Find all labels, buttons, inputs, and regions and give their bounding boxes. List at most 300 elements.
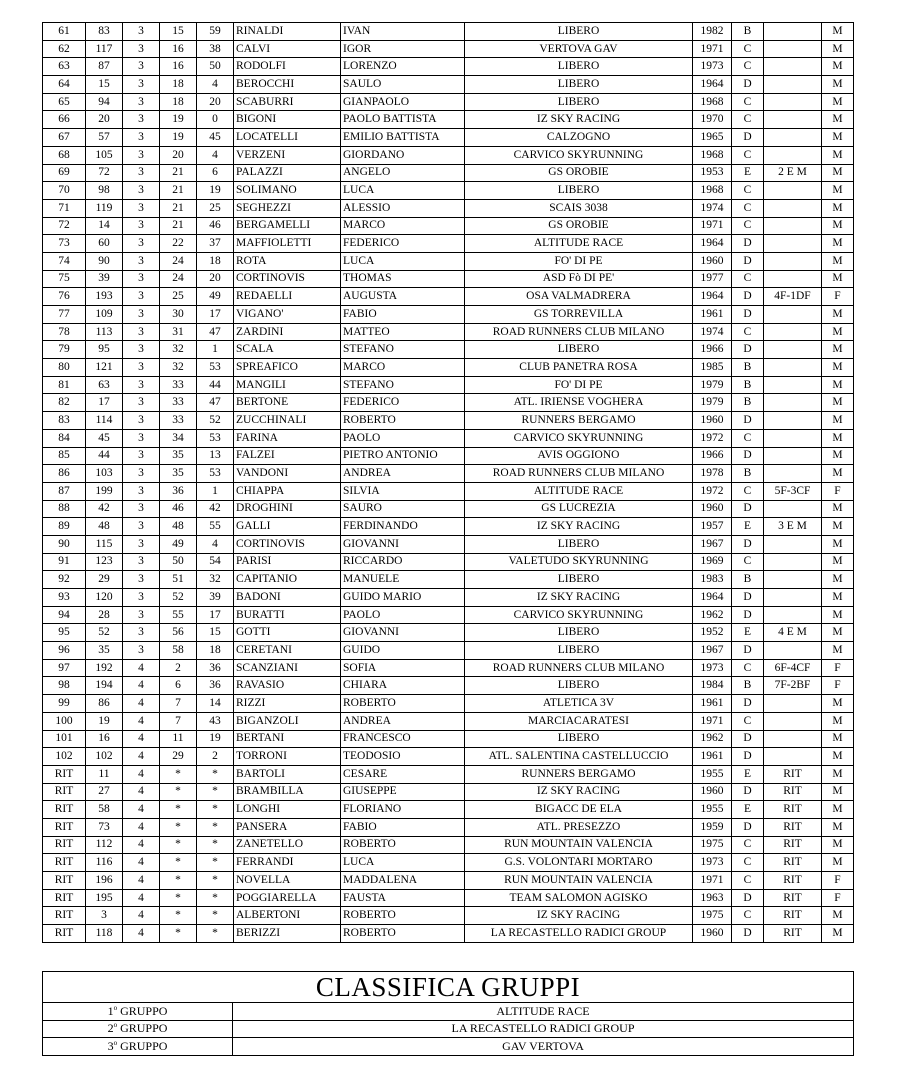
bib-cell: 192 — [86, 659, 123, 677]
position-cell: 98 — [43, 677, 86, 695]
team-cell: SCAIS 3038 — [465, 199, 693, 217]
position-cell: RIT — [43, 889, 86, 907]
surname-cell: POGGIARELLA — [234, 889, 341, 907]
position-cell: 65 — [43, 93, 86, 111]
position-cell: RIT — [43, 925, 86, 943]
category-rank-cell: 5F-3CF — [764, 482, 822, 500]
first-name-cell: ROBERTO — [341, 695, 465, 713]
seconds-cell: 20 — [197, 270, 234, 288]
seconds-cell: * — [197, 889, 234, 907]
bib-cell: 73 — [86, 818, 123, 836]
bib-cell: 20 — [86, 111, 123, 129]
category-rank-cell: 6F-4CF — [764, 659, 822, 677]
minutes-cell: 33 — [160, 376, 197, 394]
surname-cell: NOVELLA — [234, 872, 341, 890]
team-cell: RUN MOUNTAIN VALENCIA — [465, 836, 693, 854]
birth-year-cell: 1961 — [693, 695, 732, 713]
bib-cell: 95 — [86, 341, 123, 359]
hours-cell: 3 — [123, 571, 160, 589]
minutes-cell: 19 — [160, 111, 197, 129]
position-cell: 62 — [43, 40, 86, 58]
minutes-cell: 29 — [160, 748, 197, 766]
hours-cell: 3 — [123, 624, 160, 642]
bib-cell: 103 — [86, 465, 123, 483]
bib-cell: 29 — [86, 571, 123, 589]
surname-cell: BERGAMELLI — [234, 217, 341, 235]
bib-cell: 14 — [86, 217, 123, 235]
first-name-cell: LUCA — [341, 854, 465, 872]
birth-year-cell: 1971 — [693, 872, 732, 890]
category-cell: D — [732, 535, 764, 553]
first-name-cell: SAULO — [341, 76, 465, 94]
hours-cell: 3 — [123, 553, 160, 571]
group-position-cell — [43, 1038, 233, 1056]
birth-year-cell: 1964 — [693, 76, 732, 94]
category-rank-cell — [764, 111, 822, 129]
sex-cell: M — [822, 518, 854, 536]
position-cell: 69 — [43, 164, 86, 182]
birth-year-cell: 1960 — [693, 500, 732, 518]
seconds-cell: 49 — [197, 288, 234, 306]
bib-cell: 196 — [86, 872, 123, 890]
category-rank-cell — [764, 341, 822, 359]
position-cell: RIT — [43, 818, 86, 836]
team-cell: IZ SKY RACING — [465, 111, 693, 129]
team-cell: RUNNERS BERGAMO — [465, 412, 693, 430]
table-row — [43, 606, 854, 624]
team-cell: ALTITUDE RACE — [465, 482, 693, 500]
minutes-cell: * — [160, 854, 197, 872]
group-row — [43, 1038, 854, 1056]
position-cell: 63 — [43, 58, 86, 76]
category-cell: C — [732, 111, 764, 129]
team-cell: VERTOVA GAV — [465, 40, 693, 58]
team-cell: IZ SKY RACING — [465, 518, 693, 536]
seconds-cell: * — [197, 818, 234, 836]
team-cell: RUNNERS BERGAMO — [465, 765, 693, 783]
birth-year-cell: 1975 — [693, 836, 732, 854]
sex-cell: M — [822, 270, 854, 288]
category-rank-cell — [764, 23, 822, 41]
minutes-cell: 16 — [160, 40, 197, 58]
bib-cell: 58 — [86, 801, 123, 819]
minutes-cell: 32 — [160, 341, 197, 359]
team-cell: LIBERO — [465, 535, 693, 553]
category-cell: D — [732, 606, 764, 624]
birth-year-cell: 1984 — [693, 677, 732, 695]
minutes-cell: 56 — [160, 624, 197, 642]
surname-cell: PARISI — [234, 553, 341, 571]
seconds-cell: 15 — [197, 624, 234, 642]
category-cell: D — [732, 235, 764, 253]
position-cell: 102 — [43, 748, 86, 766]
table-row — [43, 23, 854, 41]
minutes-cell: 21 — [160, 199, 197, 217]
bib-cell: 39 — [86, 270, 123, 288]
category-rank-cell — [764, 40, 822, 58]
bib-cell: 120 — [86, 589, 123, 607]
seconds-cell: 4 — [197, 76, 234, 94]
first-name-cell: TEODOSIO — [341, 748, 465, 766]
sex-cell: F — [822, 288, 854, 306]
position-cell: 97 — [43, 659, 86, 677]
minutes-cell: 7 — [160, 695, 197, 713]
birth-year-cell: 1973 — [693, 58, 732, 76]
birth-year-cell: 1968 — [693, 93, 732, 111]
first-name-cell: LUCA — [341, 182, 465, 200]
minutes-cell: 19 — [160, 129, 197, 147]
sex-cell: M — [822, 818, 854, 836]
first-name-cell: ROBERTO — [341, 925, 465, 943]
birth-year-cell: 1959 — [693, 818, 732, 836]
bib-cell: 193 — [86, 288, 123, 306]
team-cell: LIBERO — [465, 76, 693, 94]
hours-cell: 3 — [123, 93, 160, 111]
bib-cell: 199 — [86, 482, 123, 500]
birth-year-cell: 1978 — [693, 465, 732, 483]
first-name-cell: PAOLO BATTISTA — [341, 111, 465, 129]
position-cell: 100 — [43, 712, 86, 730]
category-cell: D — [732, 642, 764, 660]
surname-cell: BIGONI — [234, 111, 341, 129]
category-rank-cell — [764, 712, 822, 730]
bib-cell: 102 — [86, 748, 123, 766]
hours-cell: 3 — [123, 252, 160, 270]
minutes-cell: * — [160, 872, 197, 890]
position-cell: 64 — [43, 76, 86, 94]
category-rank-cell: RIT — [764, 889, 822, 907]
seconds-cell: 1 — [197, 341, 234, 359]
birth-year-cell: 1970 — [693, 111, 732, 129]
table-row — [43, 323, 854, 341]
seconds-cell: 38 — [197, 40, 234, 58]
first-name-cell: ALESSIO — [341, 199, 465, 217]
category-rank-cell — [764, 217, 822, 235]
surname-cell: FERRANDI — [234, 854, 341, 872]
birth-year-cell: 1965 — [693, 129, 732, 147]
bib-cell: 87 — [86, 58, 123, 76]
group-team-cell: GAV VERTOVA — [233, 1038, 854, 1056]
seconds-cell: 25 — [197, 199, 234, 217]
surname-cell: CERETANI — [234, 642, 341, 660]
table-row — [43, 818, 854, 836]
category-cell: B — [732, 394, 764, 412]
sex-cell: M — [822, 748, 854, 766]
table-row — [43, 695, 854, 713]
sex-cell: F — [822, 872, 854, 890]
group-row — [43, 1020, 854, 1038]
position-cell: 68 — [43, 146, 86, 164]
team-cell: FO' DI PE — [465, 376, 693, 394]
sex-cell: M — [822, 58, 854, 76]
hours-cell: 3 — [123, 76, 160, 94]
category-cell: E — [732, 624, 764, 642]
table-row — [43, 642, 854, 660]
category-cell: D — [732, 889, 764, 907]
sex-cell: M — [822, 553, 854, 571]
minutes-cell: 33 — [160, 394, 197, 412]
table-row — [43, 748, 854, 766]
sex-cell: M — [822, 606, 854, 624]
team-cell: OSA VALMADRERA — [465, 288, 693, 306]
team-cell: MARCIACARATESI — [465, 712, 693, 730]
first-name-cell: AUGUSTA — [341, 288, 465, 306]
category-cell: C — [732, 429, 764, 447]
team-cell: IZ SKY RACING — [465, 907, 693, 925]
group-row — [43, 1003, 854, 1021]
category-cell: D — [732, 730, 764, 748]
category-rank-cell — [764, 306, 822, 324]
seconds-cell: * — [197, 783, 234, 801]
birth-year-cell: 1974 — [693, 323, 732, 341]
hours-cell: 3 — [123, 111, 160, 129]
birth-year-cell: 1957 — [693, 518, 732, 536]
minutes-cell: 21 — [160, 217, 197, 235]
surname-cell: FARINA — [234, 429, 341, 447]
table-row — [43, 182, 854, 200]
table-row — [43, 217, 854, 235]
seconds-cell: 18 — [197, 642, 234, 660]
first-name-cell: FABIO — [341, 818, 465, 836]
surname-cell: BARTOLI — [234, 765, 341, 783]
category-cell: D — [732, 447, 764, 465]
category-cell: B — [732, 571, 764, 589]
seconds-cell: 54 — [197, 553, 234, 571]
position-cell: 81 — [43, 376, 86, 394]
hours-cell: 4 — [123, 925, 160, 943]
position-cell: 75 — [43, 270, 86, 288]
minutes-cell: * — [160, 836, 197, 854]
minutes-cell: 33 — [160, 412, 197, 430]
category-cell: C — [732, 199, 764, 217]
table-row — [43, 872, 854, 890]
hours-cell: 4 — [123, 765, 160, 783]
bib-cell: 112 — [86, 836, 123, 854]
seconds-cell: 6 — [197, 164, 234, 182]
bib-cell: 42 — [86, 500, 123, 518]
hours-cell: 3 — [123, 394, 160, 412]
position-cell: 86 — [43, 465, 86, 483]
sex-cell: M — [822, 765, 854, 783]
hours-cell: 4 — [123, 836, 160, 854]
surname-cell: MANGILI — [234, 376, 341, 394]
category-rank-cell — [764, 730, 822, 748]
category-cell: C — [732, 323, 764, 341]
team-cell: CARVICO SKYRUNNING — [465, 146, 693, 164]
team-cell: VALETUDO SKYRUNNING — [465, 553, 693, 571]
surname-cell: RAVASIO — [234, 677, 341, 695]
position-cell: RIT — [43, 801, 86, 819]
table-row — [43, 535, 854, 553]
birth-year-cell: 1972 — [693, 482, 732, 500]
group-ranking-title: CLASSIFICA GRUPPI — [43, 972, 854, 1003]
team-cell: ROAD RUNNERS CLUB MILANO — [465, 323, 693, 341]
hours-cell: 3 — [123, 288, 160, 306]
table-row — [43, 40, 854, 58]
birth-year-cell: 1966 — [693, 341, 732, 359]
team-cell: ROAD RUNNERS CLUB MILANO — [465, 659, 693, 677]
hours-cell: 3 — [123, 23, 160, 41]
table-row — [43, 412, 854, 430]
bib-cell: 17 — [86, 394, 123, 412]
first-name-cell: PIETRO ANTONIO — [341, 447, 465, 465]
first-name-cell: GIOVANNI — [341, 535, 465, 553]
team-cell: ATL. IRIENSE VOGHERA — [465, 394, 693, 412]
position-cell: 89 — [43, 518, 86, 536]
birth-year-cell: 1971 — [693, 217, 732, 235]
category-rank-cell — [764, 589, 822, 607]
category-rank-cell — [764, 500, 822, 518]
surname-cell: RINALDI — [234, 23, 341, 41]
hours-cell: 4 — [123, 801, 160, 819]
table-row — [43, 589, 854, 607]
category-cell: E — [732, 164, 764, 182]
table-row — [43, 341, 854, 359]
sex-cell: M — [822, 111, 854, 129]
sex-cell: M — [822, 252, 854, 270]
position-cell: 66 — [43, 111, 86, 129]
surname-cell: SOLIMANO — [234, 182, 341, 200]
first-name-cell: FRANCESCO — [341, 730, 465, 748]
table-row — [43, 270, 854, 288]
category-cell: C — [732, 182, 764, 200]
first-name-cell: CESARE — [341, 765, 465, 783]
minutes-cell: 18 — [160, 76, 197, 94]
table-row — [43, 429, 854, 447]
sex-cell: M — [822, 836, 854, 854]
sex-cell: M — [822, 783, 854, 801]
group-position-ordinal: o — [113, 1038, 118, 1047]
position-cell: 76 — [43, 288, 86, 306]
category-cell: B — [732, 23, 764, 41]
first-name-cell: GIOVANNI — [341, 624, 465, 642]
bib-cell: 121 — [86, 359, 123, 377]
hours-cell: 4 — [123, 730, 160, 748]
team-cell: ATL. SALENTINA CASTELLUCCIO — [465, 748, 693, 766]
hours-cell: 3 — [123, 235, 160, 253]
hours-cell: 3 — [123, 306, 160, 324]
hours-cell: 3 — [123, 129, 160, 147]
group-ranking-body — [43, 972, 854, 1056]
category-rank-cell — [764, 429, 822, 447]
hours-cell: 4 — [123, 712, 160, 730]
group-label: GRUPPO — [120, 1021, 168, 1036]
position-cell: 80 — [43, 359, 86, 377]
position-cell: 96 — [43, 642, 86, 660]
category-cell: C — [732, 93, 764, 111]
table-row — [43, 801, 854, 819]
position-cell: 61 — [43, 23, 86, 41]
position-cell: 71 — [43, 199, 86, 217]
bib-cell: 194 — [86, 677, 123, 695]
first-name-cell: FABIO — [341, 306, 465, 324]
bib-cell: 98 — [86, 182, 123, 200]
sex-cell: M — [822, 854, 854, 872]
minutes-cell: 24 — [160, 252, 197, 270]
first-name-cell: LUCA — [341, 252, 465, 270]
bib-cell: 19 — [86, 712, 123, 730]
minutes-cell: 7 — [160, 712, 197, 730]
birth-year-cell: 1964 — [693, 288, 732, 306]
surname-cell: BERTONE — [234, 394, 341, 412]
surname-cell: BIGANZOLI — [234, 712, 341, 730]
seconds-cell: * — [197, 765, 234, 783]
position-cell: 93 — [43, 589, 86, 607]
first-name-cell: ROBERTO — [341, 907, 465, 925]
category-cell: D — [732, 129, 764, 147]
category-cell: C — [732, 854, 764, 872]
hours-cell: 3 — [123, 518, 160, 536]
birth-year-cell: 1973 — [693, 854, 732, 872]
results-body — [43, 23, 854, 943]
team-cell: GS LUCREZIA — [465, 500, 693, 518]
birth-year-cell: 1967 — [693, 642, 732, 660]
minutes-cell: 21 — [160, 182, 197, 200]
minutes-cell: * — [160, 889, 197, 907]
sex-cell: M — [822, 589, 854, 607]
table-row — [43, 288, 854, 306]
category-cell: C — [732, 907, 764, 925]
category-cell: D — [732, 306, 764, 324]
team-cell: LIBERO — [465, 341, 693, 359]
team-cell: G.S. VOLONTARI MORTARO — [465, 854, 693, 872]
seconds-cell: 37 — [197, 235, 234, 253]
table-row — [43, 164, 854, 182]
first-name-cell: FLORIANO — [341, 801, 465, 819]
surname-cell: SCANZIANI — [234, 659, 341, 677]
category-cell: D — [732, 500, 764, 518]
category-rank-cell — [764, 199, 822, 217]
group-position: 1 — [107, 1003, 114, 1018]
category-rank-cell — [764, 606, 822, 624]
seconds-cell: 17 — [197, 606, 234, 624]
seconds-cell: 4 — [197, 535, 234, 553]
sex-cell: M — [822, 447, 854, 465]
bib-cell: 57 — [86, 129, 123, 147]
birth-year-cell: 1962 — [693, 730, 732, 748]
surname-cell: BURATTI — [234, 606, 341, 624]
birth-year-cell: 1969 — [693, 553, 732, 571]
surname-cell: REDAELLI — [234, 288, 341, 306]
position-cell: 82 — [43, 394, 86, 412]
category-rank-cell: RIT — [764, 907, 822, 925]
team-cell: TEAM SALOMON AGISKO — [465, 889, 693, 907]
sex-cell: M — [822, 129, 854, 147]
bib-cell: 105 — [86, 146, 123, 164]
first-name-cell: PAOLO — [341, 429, 465, 447]
surname-cell: BADONI — [234, 589, 341, 607]
birth-year-cell: 1979 — [693, 376, 732, 394]
table-row — [43, 783, 854, 801]
sex-cell: M — [822, 40, 854, 58]
table-row — [43, 394, 854, 412]
position-cell: RIT — [43, 783, 86, 801]
first-name-cell: MARCO — [341, 217, 465, 235]
sex-cell: M — [822, 642, 854, 660]
birth-year-cell: 1961 — [693, 306, 732, 324]
category-rank-cell — [764, 359, 822, 377]
sex-cell: F — [822, 482, 854, 500]
category-rank-cell — [764, 412, 822, 430]
minutes-cell: 20 — [160, 146, 197, 164]
sex-cell: F — [822, 677, 854, 695]
minutes-cell: 32 — [160, 359, 197, 377]
sex-cell: M — [822, 146, 854, 164]
table-row — [43, 907, 854, 925]
hours-cell: 4 — [123, 677, 160, 695]
category-cell: C — [732, 872, 764, 890]
table-row — [43, 854, 854, 872]
